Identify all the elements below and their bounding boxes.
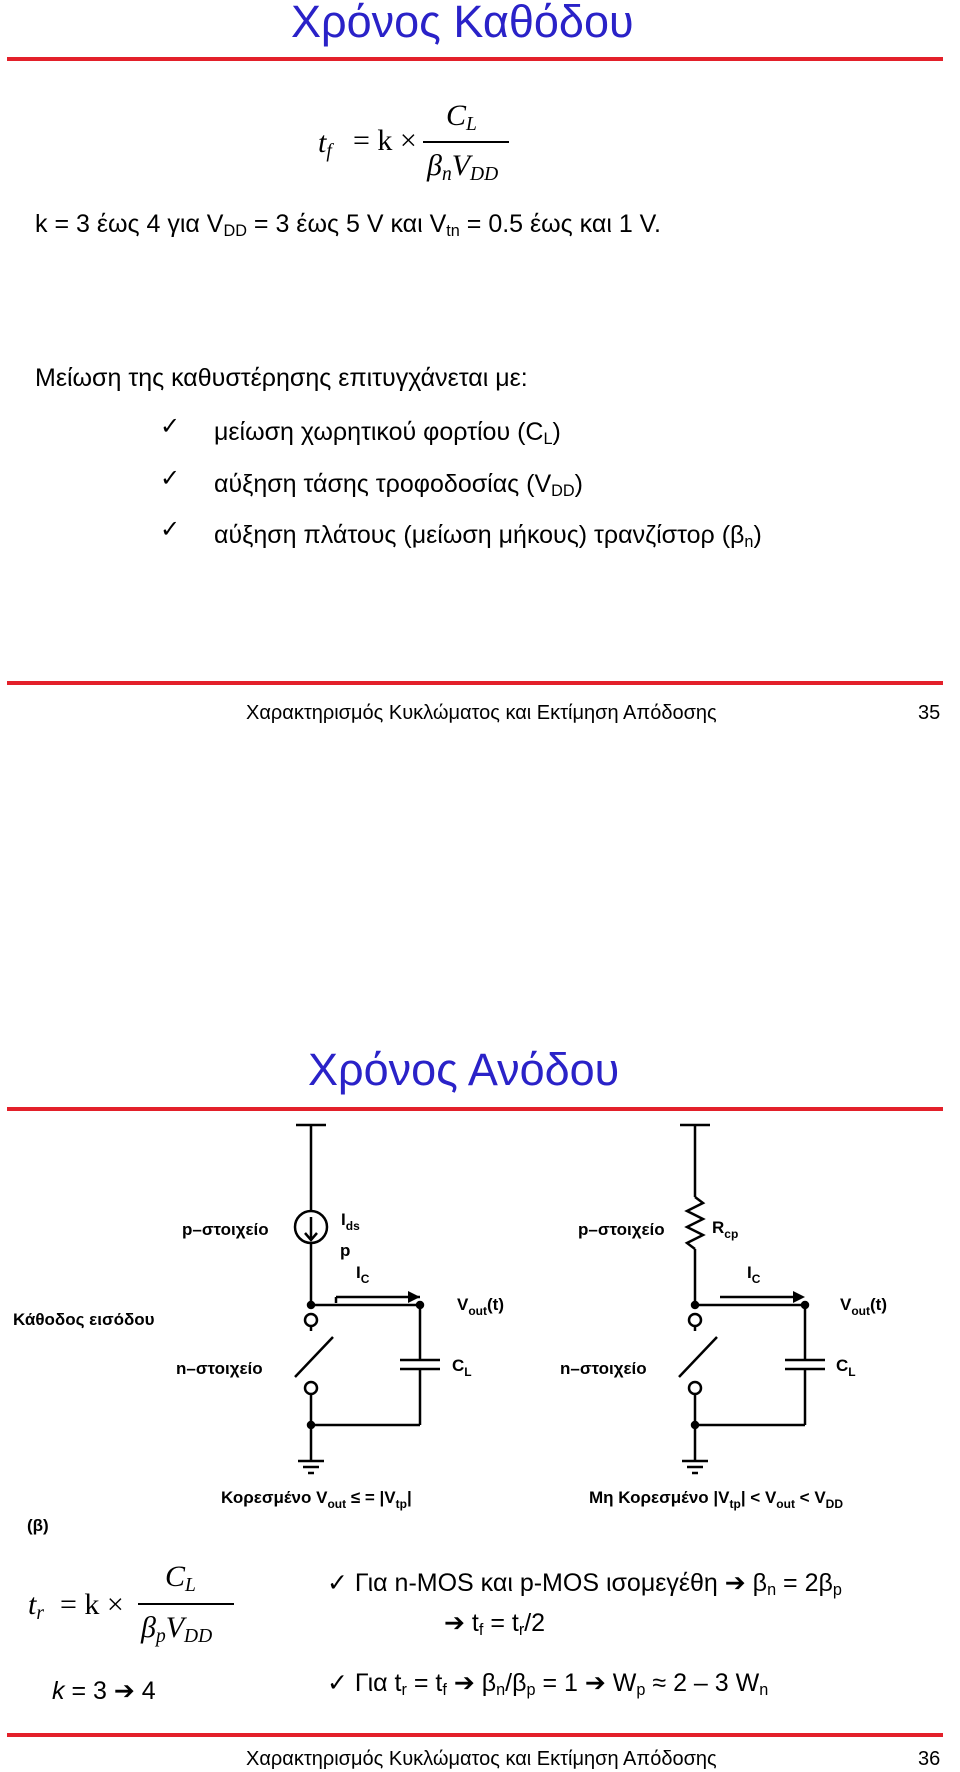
formula-v-sub: DD: [184, 1625, 213, 1647]
page-number: 36: [918, 1748, 941, 1770]
k-line-a-sub: DD: [223, 222, 247, 241]
note1b-a: t: [464, 1609, 479, 1637]
formula-num: C: [165, 1560, 186, 1593]
note2-b: = t: [406, 1669, 443, 1697]
formula-num: C: [446, 99, 467, 132]
check-icon: ✓: [160, 465, 181, 492]
formula-v: V: [165, 1611, 185, 1644]
intro-text: Μείωση της καθυστέρησης επιτυγχάνεται με:: [35, 364, 528, 392]
note2-d-sub: p: [526, 1681, 536, 1700]
vout-label: $V_{out}(t)$: [457, 1295, 504, 1318]
n-element-label: n–στοιχείο: [176, 1359, 263, 1378]
bullet-sub: L: [543, 430, 553, 449]
vout-label: $V_{out}(t)$: [840, 1295, 887, 1318]
note2-g: 2 – 3 W: [673, 1669, 760, 1697]
p-element-label: p–στοιχείο: [578, 1220, 665, 1239]
k-range-line: [35, 210, 661, 241]
ic-label: $I_C$: [747, 1263, 761, 1286]
k-value-line: [52, 1676, 156, 1706]
note2-a-sub: r: [401, 1681, 407, 1700]
note2-g-sub: n: [759, 1681, 769, 1700]
rise-time-circuits: [0, 1115, 960, 1555]
formula-beta-sub: n: [441, 163, 452, 185]
page-number: 35: [918, 702, 941, 724]
note2-f: W: [605, 1669, 637, 1697]
k-rest: = 3: [64, 1677, 114, 1705]
formula-lhs-sub: r: [36, 1602, 44, 1624]
formula-lhs: t: [28, 1588, 37, 1621]
k-end: 4: [134, 1677, 156, 1705]
bullet-text: αύξηση πλάτους (μείωση μήκους) τρανζίστορ (β: [214, 521, 745, 549]
formula-beta: β: [427, 149, 442, 182]
bullet-text: αύξηση τάσης τροφοδοσίας (V: [214, 470, 552, 498]
bullet-item: [214, 521, 762, 552]
check-icon: ✓: [327, 1569, 348, 1597]
note1-b-sub: n: [767, 1581, 777, 1600]
formula-lhs-sub: f: [326, 140, 332, 162]
bullet-end: ): [574, 470, 583, 498]
formula-num-sub: L: [466, 113, 477, 135]
bullet-sub: DD: [551, 482, 575, 501]
p-node-label: p: [340, 1241, 351, 1260]
n-element-label: n–στοιχείο: [560, 1359, 647, 1378]
arrow-icon: ➔: [113, 1677, 135, 1705]
arrow-icon: ➔: [444, 1609, 465, 1637]
note1b-b: = t: [483, 1609, 519, 1637]
left-circuit: [295, 1125, 440, 1473]
title-divider: [7, 57, 943, 61]
note2-c: β: [474, 1669, 497, 1697]
bullet-text: μείωση χωρητικού φορτίου (C: [214, 418, 544, 446]
left-circuit-labels: [13, 1210, 504, 1535]
right-circuit-labels: [560, 1218, 887, 1511]
slide-35-title: Χρόνος Καθόδου: [291, 0, 634, 47]
k-line-b: = 3 έως 5 V και V: [246, 210, 447, 238]
note-equal-size-result: [444, 1608, 545, 1640]
footer-divider: [7, 1733, 943, 1737]
arrow-icon: ➔: [724, 1569, 746, 1597]
note-equal-times: [327, 1668, 768, 1700]
ic-label: $I_C$: [356, 1263, 370, 1286]
ids-label: $I_{ds}$: [341, 1210, 360, 1233]
formula-eq: = k ×: [353, 124, 417, 157]
note2-b-sub: f: [442, 1681, 447, 1700]
arrow-icon: ➔: [453, 1669, 475, 1697]
note-equal-size: [327, 1568, 842, 1600]
k-symbol: k: [52, 1677, 65, 1705]
cl-label: $C_L$: [452, 1356, 472, 1379]
cl-label: $C_L$: [836, 1356, 856, 1379]
bullet-sub: n: [744, 533, 754, 552]
note2-c-sub: n: [496, 1681, 506, 1700]
rcp-label: $R_{cp}$: [712, 1218, 739, 1241]
note1-b: β: [745, 1569, 768, 1597]
title-divider: [7, 1107, 943, 1111]
fraction-bar: [138, 1603, 234, 1605]
note1-c-sub: p: [832, 1581, 842, 1600]
check-icon: ✓: [160, 516, 181, 543]
formula-v-sub: DD: [470, 163, 499, 185]
footer-divider: [7, 681, 943, 685]
formula-beta-sub: p: [155, 1625, 166, 1647]
formula-num-sub: L: [185, 1574, 196, 1596]
note1b-a-sub: f: [478, 1621, 484, 1640]
note2-a: Για t: [354, 1669, 402, 1697]
bullet-item: [214, 418, 561, 449]
note1b-c: /2: [524, 1609, 546, 1637]
note1b-b-sub: r: [518, 1621, 525, 1640]
formula-eq: = k ×: [60, 1588, 124, 1621]
cathode-input-label: Κάθοδος εισόδου: [13, 1310, 155, 1329]
p-element-label: p–στοιχείο: [182, 1220, 269, 1239]
slide-36-title: Χρόνος Ανόδου: [308, 1044, 620, 1095]
bullet-end: ): [552, 418, 561, 446]
beta-label: (β): [27, 1516, 49, 1535]
formula-beta: β: [141, 1611, 156, 1644]
check-icon: ✓: [160, 413, 181, 440]
note1-c: = 2β: [776, 1569, 833, 1597]
non-saturated-caption: Μη Κορεσμένο $|V_{tp}| < V_{out} < V_{DD}$: [589, 1488, 844, 1511]
approx-icon: ≈: [645, 1669, 674, 1697]
formula-lhs: t: [318, 126, 327, 159]
saturated-caption: Κορεσμένο $V_{out}$ ≤ = $|V_{tp}|$: [221, 1488, 412, 1511]
note2-d: /β: [505, 1669, 527, 1697]
formula-v: V: [451, 149, 471, 182]
bullet-end: ): [753, 521, 762, 549]
footer-text: Χαρακτηρισμός Κυκλώματος και Εκτίμηση Απόδοσης: [246, 702, 717, 724]
note2-f-sub: p: [636, 1681, 646, 1700]
note2-e: = 1: [535, 1669, 585, 1697]
arrow-icon: ➔: [584, 1669, 606, 1697]
check-icon: ✓: [327, 1669, 348, 1697]
k-line-a: k = 3 έως 4 για V: [35, 210, 224, 238]
k-line-c: = 0.5 έως και 1 V.: [459, 210, 661, 238]
k-line-b-sub: tn: [446, 222, 460, 241]
fraction-bar: [423, 141, 509, 143]
right-circuit: [679, 1125, 825, 1473]
bullet-item: [214, 470, 583, 501]
footer-text: Χαρακτηρισμός Κυκλώματος και Εκτίμηση Απόδοσης: [246, 1748, 717, 1770]
note1-a: Για n-MOS και p-MOS ισομεγέθη: [354, 1569, 725, 1597]
